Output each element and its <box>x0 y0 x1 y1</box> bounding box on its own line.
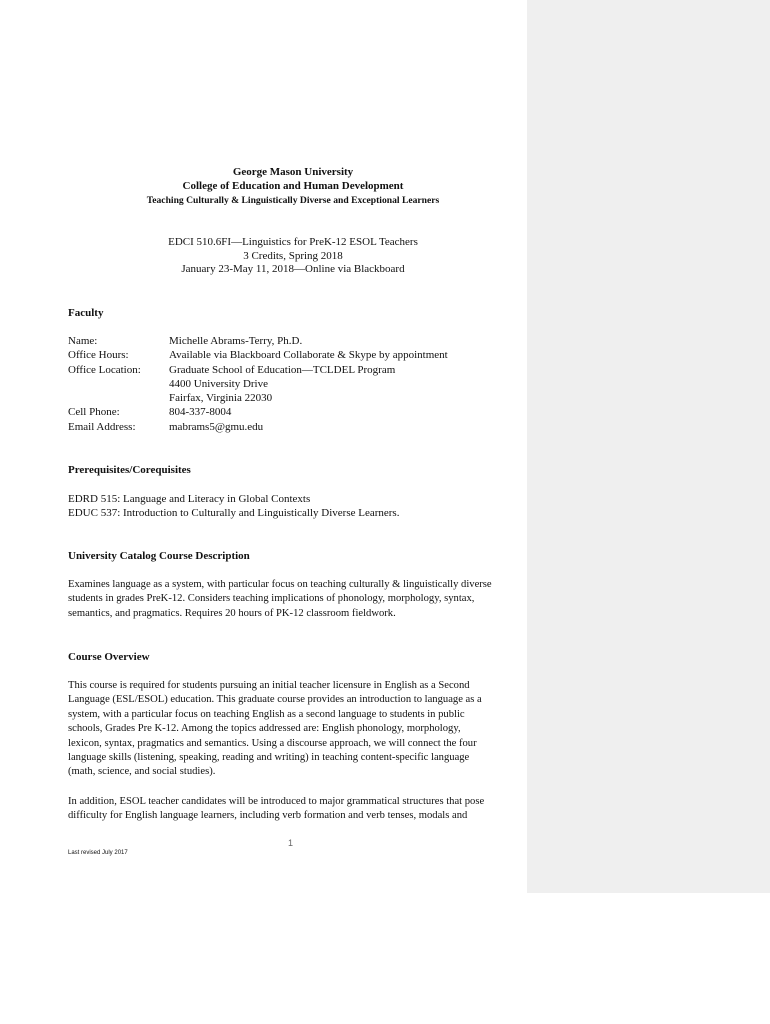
overview-line: system, with a particular focus on teaching English as a second language to students in public <box>68 708 465 720</box>
course-code-title: EDCI 510.6FI—Linguistics for PreK-12 ESOL Teachers <box>168 236 418 248</box>
email-label: Email Address: <box>68 421 136 433</box>
overview-line: lexicon, syntax, pragmatics and semantics. Using a discourse approach, we will connect the four <box>68 737 477 749</box>
office-location-line: Fairfax, Virginia 22030 <box>169 392 273 404</box>
catalog-description <box>68 578 523 621</box>
faculty-name: Michelle Abrams-Terry, Ph.D. <box>169 335 303 347</box>
faculty-heading: Faculty <box>68 307 104 319</box>
overview-line: (math, science, and social studies). <box>68 766 216 778</box>
overview-paragraph-2 <box>68 795 523 824</box>
catalog-line: semantics, and pragmatics. Requires 20 hours of PK-12 classroom fieldwork. <box>68 607 396 619</box>
office-location-label: Office Location: <box>68 364 141 376</box>
office-location-line: 4400 University Drive <box>169 378 268 390</box>
overview-line: difficulty for English language learners, including verb formation and verb tenses, modals and <box>68 810 468 822</box>
college-name: College of Education and Human Development <box>182 180 404 192</box>
catalog-line: Examines language as a system, with particular focus on teaching culturally & linguistically diverse <box>68 579 492 590</box>
email-address: mabrams5@gmu.edu <box>169 421 264 433</box>
catalog-heading: University Catalog Course Description <box>68 550 250 562</box>
overview-line: schools, Grades Pre K-12. Among the topics addressed are: English phonology, morphology, <box>68 723 461 735</box>
overview-line: language skills (listening, speaking, reading and writing) in teaching content-specific language <box>68 752 470 764</box>
catalog-line: students in grades PreK-12. Considers teaching implications of phonology, morphology, syntax, <box>68 593 475 605</box>
overview-heading: Course Overview <box>68 651 150 663</box>
university-name: George Mason University <box>232 166 354 178</box>
office-location-line: Graduate School of Education—TCLDEL Program <box>169 364 396 376</box>
overview-line: This course is required for students pursuing an initial teacher licensure in English as a Second <box>68 680 470 691</box>
comment-pane <box>527 0 770 893</box>
cell-phone: 804-337-8004 <box>169 406 232 418</box>
course-credits-term: 3 Credits, Spring 2018 <box>243 250 343 262</box>
page-number: 1 <box>288 838 294 848</box>
course-dates: January 23-May 11, 2018—Online via Blackboard <box>181 263 405 275</box>
overview-paragraph-1 <box>68 679 523 780</box>
program-name: Teaching Culturally & Linguistically Diverse and Exceptional Learners <box>146 195 440 206</box>
name-label: Name: <box>68 335 98 347</box>
overview-line: In addition, ESOL teacher candidates will be introduced to major grammatical structures that pose <box>68 796 485 807</box>
office-hours-label: Office Hours: <box>68 349 129 361</box>
cell-phone-label: Cell Phone: <box>68 406 120 418</box>
office-hours: Available via Blackboard Collaborate & Skype by appointment <box>169 349 448 361</box>
revised-date: Last revised July 2017 <box>68 850 128 856</box>
overview-line: Language (ESL/ESOL) education. This graduate course provides an introduction to language as a <box>68 694 482 706</box>
prereq-heading: Prerequisites/Corequisites <box>68 464 191 476</box>
prereq-item: EDUC 537: Introduction to Culturally and Linguistically Diverse Learners. <box>68 507 400 519</box>
prereq-item: EDRD 515: Language and Literacy in Global Contexts <box>68 493 311 505</box>
